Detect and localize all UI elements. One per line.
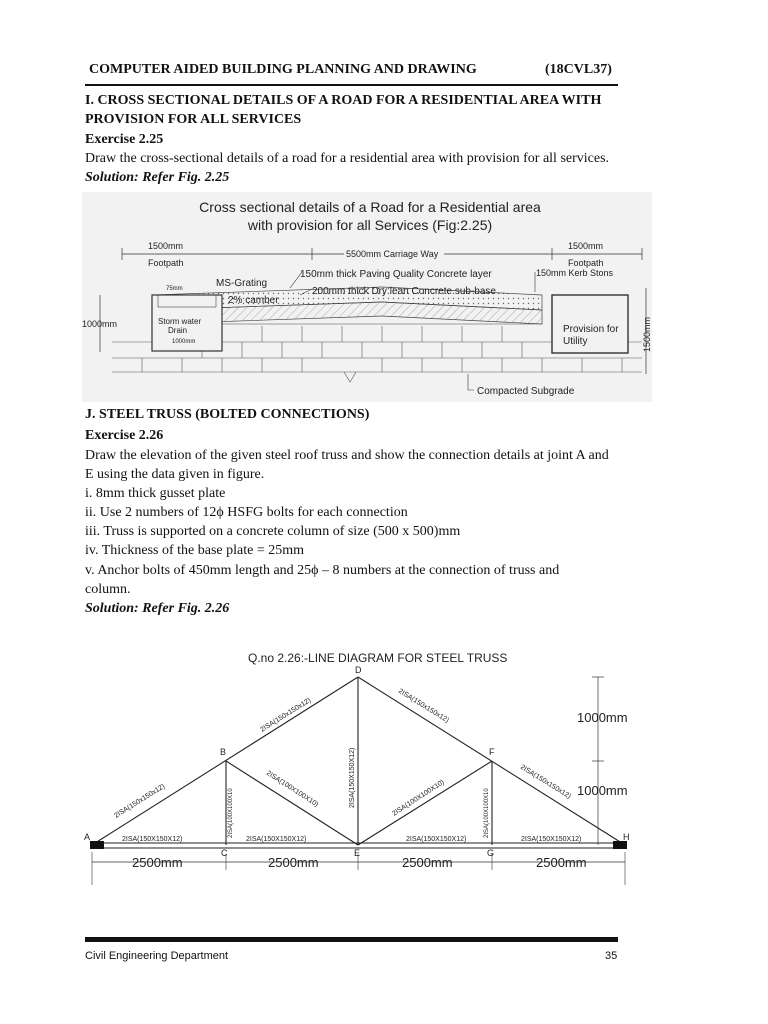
rise-lower-dim: 1000mm (577, 783, 628, 798)
camber-label: 2% camber (228, 295, 279, 306)
subgrade-label: Compacted Subgrade (477, 386, 575, 397)
bottom-chord-label-3: 2ISA(150X150X12) (406, 836, 467, 843)
bottom-chord-label-1: 2ISA(150X150X12) (122, 836, 183, 843)
drain-dim-bottom: 1000mm (172, 339, 196, 345)
node-e: E (354, 848, 361, 858)
left-footpath-label: Footpath (148, 258, 184, 268)
support-a (90, 841, 104, 849)
drain-dim-top: 75mm (166, 286, 183, 292)
bottom-chord-label-4: 2ISA(150X150X12) (521, 836, 582, 843)
span-2: 2500mm (268, 855, 319, 870)
right-height-dim: 1500mm (642, 316, 652, 352)
vertical-bc-label: 2ISA(100X100X10 (228, 788, 234, 838)
item-3: iii. Truss is supported on a concrete column of size (500 x 500)mm (85, 524, 461, 539)
node-h: H (623, 832, 630, 842)
item-5-2: column. (85, 582, 131, 597)
item-1: i. 8mm thick gusset plate (85, 486, 226, 501)
span-1: 2500mm (132, 855, 183, 870)
section-j-heading: J. STEEL TRUSS (BOLTED CONNECTIONS) (85, 407, 370, 422)
utility-label-2: Utility (563, 336, 588, 347)
road-cross-section-figure (82, 192, 652, 402)
vertical-de-label: 2ISA(150X150X12) (349, 747, 356, 808)
exercise-2-26-text-2: E using the data given in figure. (85, 467, 265, 482)
steel-truss-figure (80, 640, 640, 890)
item-4: iv. Thickness of the base plate = 25mm (85, 543, 305, 558)
diagonal-be (226, 761, 358, 845)
node-g: G (487, 848, 495, 858)
storm-water-label-2: Drain (168, 326, 188, 335)
span-4: 2500mm (536, 855, 587, 870)
rafter-lower-label: 2ISA(150x150x12) (113, 783, 167, 820)
solution-2-26: Solution: Refer Fig. 2.26 (85, 601, 230, 616)
node-b: B (220, 747, 227, 757)
fig1-title-1: Cross sectional details of a Road for a Residential area (199, 199, 541, 215)
right-footpath-label: Footpath (568, 258, 604, 268)
carriage-way-label: 5500mm Carriage Way (346, 249, 439, 259)
left-footpath-dim: 1500mm (148, 241, 184, 251)
truss-members (92, 677, 625, 848)
vertical-fg-label: 2ISA(100X100X10 (484, 788, 490, 838)
footer-rule (85, 937, 618, 942)
footer-department: Civil Engineering Department (85, 950, 229, 962)
rafter-lower-right-label: 2ISA(150x150x12) (518, 763, 572, 801)
exercise-2-26-text-1: Draw the elevation of the given steel roof truss and show the connection details at joint A and (85, 448, 609, 463)
rise-upper-dim: 1000mm (577, 710, 628, 725)
storm-water-label-1: Storm water (158, 317, 202, 326)
diagonal-left-label: 2ISA(100X100X10) (264, 769, 320, 809)
right-footpath-dim: 1500mm (568, 241, 604, 251)
left-height-dim: 1000mm (82, 319, 118, 329)
support-h (613, 841, 627, 849)
diagonal-fe (358, 761, 492, 845)
section-i-heading-2: PROVISION FOR ALL SERVICES (85, 112, 302, 127)
header-title: COMPUTER AIDED BUILDING PLANNING AND DRAWING (89, 62, 477, 77)
node-d: D (355, 665, 362, 675)
header-rule (85, 84, 618, 86)
item-5-1: v. Anchor bolts of 450mm length and 25ϕ – 8 numbers at the connection of truss and (85, 563, 560, 578)
item-2: ii. Use 2 numbers of 12ϕ HSFG bolts for each connection (85, 505, 408, 520)
ms-grating-label: MS-Grating (216, 278, 268, 289)
node-f: F (489, 747, 495, 757)
section-i-heading-1: I. CROSS SECTIONAL DETAILS OF A ROAD FOR A RESIDENTIAL AREA WITH (85, 93, 602, 108)
node-a: A (84, 832, 91, 842)
header-code: (18CVL37) (545, 62, 612, 77)
pq-concrete-label: 150mm thick Paving Quality Concrete layer (300, 269, 492, 280)
dlc-label: 200mm thick Dry lean Concrete sub-base (312, 286, 496, 297)
diagonal-right-label: 2ISA(100X100X10) (391, 778, 446, 818)
exercise-2-25-text: Draw the cross-sectional details of a road for a residential area with provision for all services. (85, 151, 610, 166)
rafter-upper-right-label: 2ISA(150x150x12) (396, 687, 450, 725)
utility-label-1: Provision for (563, 324, 619, 335)
kerb-label: 150mm Kerb Stons (536, 268, 614, 278)
page-number: 35 (605, 950, 618, 962)
exercise-2-26: Exercise 2.26 (85, 428, 164, 443)
node-c: C (221, 848, 228, 858)
span-3: 2500mm (402, 855, 453, 870)
bottom-chord-label-2: 2ISA(150X150X12) (246, 836, 307, 843)
fig2-title: Q.no 2.26:-LINE DIAGRAM FOR STEEL TRUSS (248, 651, 508, 665)
fig1-title-2: with provision for all Services (Fig:2.25) (247, 217, 493, 233)
exercise-2-25: Exercise 2.25 (85, 132, 164, 147)
solution-2-25: Solution: Refer Fig. 2.25 (85, 170, 230, 185)
rafter-upper-label: 2ISA(150x150x12) (259, 697, 313, 734)
